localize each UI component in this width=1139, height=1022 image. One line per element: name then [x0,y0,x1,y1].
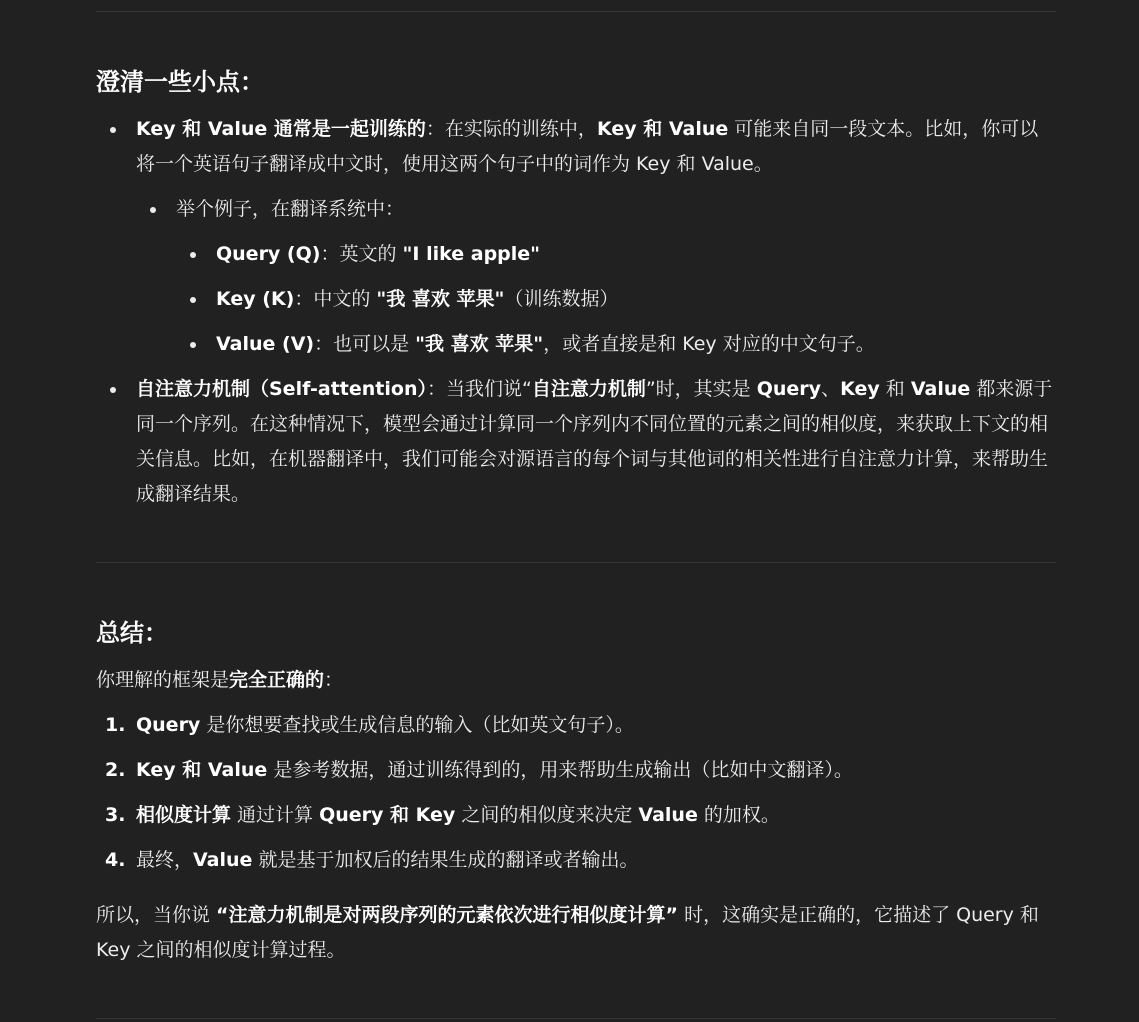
list-item [96,708,1056,743]
text: 所以，当你说 [96,904,217,926]
list-item [96,753,1056,788]
text: 举个例子，在翻译系统中： [176,198,405,220]
bold-text: Key (K) [216,288,295,310]
list-item-key [176,282,1056,317]
text: 你理解的框架是 [96,669,230,691]
text: 可能来自同一段文本。比如，你可以将一个英语句子翻译成中文时，使用这两个句子中的词作为 Key 和 Value。 [136,118,1039,175]
bold-text: Key [840,378,880,400]
text: ：在实际的训练中， [425,118,597,140]
text: 都来源于同一个序列。在这种情况下，模型会通过计算同一个序列内不同位置的元素之间的相似度，来获取上下文的相关信息。比如，在机器翻译中，我们可能会对源语言的每个词与其他词的相关性进行自注意力计算，来帮助生成翻译结果。 [136,378,1053,505]
text: 时，这确实是正确的，它描述了 Query 和 Key 之间的相似度计算过程。 [96,904,1039,961]
text: 通过计算 [231,804,320,826]
bold-text: 自注意力机制 [531,378,646,400]
list-item [96,798,1056,833]
list-item-value [176,327,1056,362]
text: （训练数据） [504,288,619,310]
list-number: 2. [105,759,126,781]
clarify-list [96,112,1056,512]
text: ：中文的 [294,288,377,310]
text: 和 [879,378,911,400]
list-item [96,843,1056,878]
section-heading-summary: 总结： [96,619,168,647]
text: 是你想要查找或生成信息的输入（比如英文句子）。 [200,714,634,736]
list-item [136,192,1056,362]
bold-text: 自注意力机制（Self-attention） [136,378,427,400]
bold-text: Value [910,378,971,400]
bold-text: Query [756,378,822,400]
bold-text: Value (V) [216,333,315,355]
summary-conclusion [96,898,1056,968]
text: ：英文的 [320,243,403,265]
list-item [96,372,1056,512]
bold-text: "我 喜欢 苹果" [376,288,505,310]
bold-text: 相似度计算 [136,804,232,826]
summary-list [96,708,1056,888]
bold-text: Key 和 Value [136,759,268,781]
bold-text: 完全正确的 [229,669,325,691]
bold-text: Query 和 Key [319,804,456,826]
divider-top [96,11,1056,12]
text: ：当我们说“ [426,378,532,400]
bold-text: Query (Q) [216,243,321,265]
text: 之间的相似度来决定 [455,804,639,826]
list-item [96,112,1056,362]
list-number: 4. [105,849,126,871]
text: 的加权。 [697,804,780,826]
text: 是参考数据，通过训练得到的，用来帮助生成输出（比如中文翻译）。 [267,759,853,781]
sub-sub-list [176,237,1056,362]
bold-text: Value [193,849,253,871]
text: 就是基于加权后的结果生成的翻译或者输出。 [252,849,639,871]
divider-middle [96,562,1056,563]
text: ：也可以是 [314,333,416,355]
text: 最终， [136,849,194,871]
summary-intro [96,663,1056,698]
bold-text: "I like apple" [402,243,541,265]
sub-list [136,192,1056,362]
text: ，或者直接是和 Key 对应的中文句子。 [543,333,875,355]
text: 、 [821,378,841,400]
list-item-query [176,237,1056,272]
divider-bottom [96,1018,1056,1019]
list-number: 1. [105,714,126,736]
bold-text: Query [136,714,201,736]
text: ： [324,669,344,691]
bold-text: Key 和 Value 通常是一起训练的 [136,118,426,140]
list-number: 3. [105,804,126,826]
bold-text: “注意力机制是对两段序列的元素依次进行相似度计算” [216,904,679,926]
bold-text: Key 和 Value [596,118,729,140]
section-heading-clarify: 澄清一些小点： [96,68,264,96]
bold-text: "我 喜欢 苹果" [415,333,544,355]
text: ”时，其实是 [645,378,757,400]
bold-text: Value [638,804,698,826]
